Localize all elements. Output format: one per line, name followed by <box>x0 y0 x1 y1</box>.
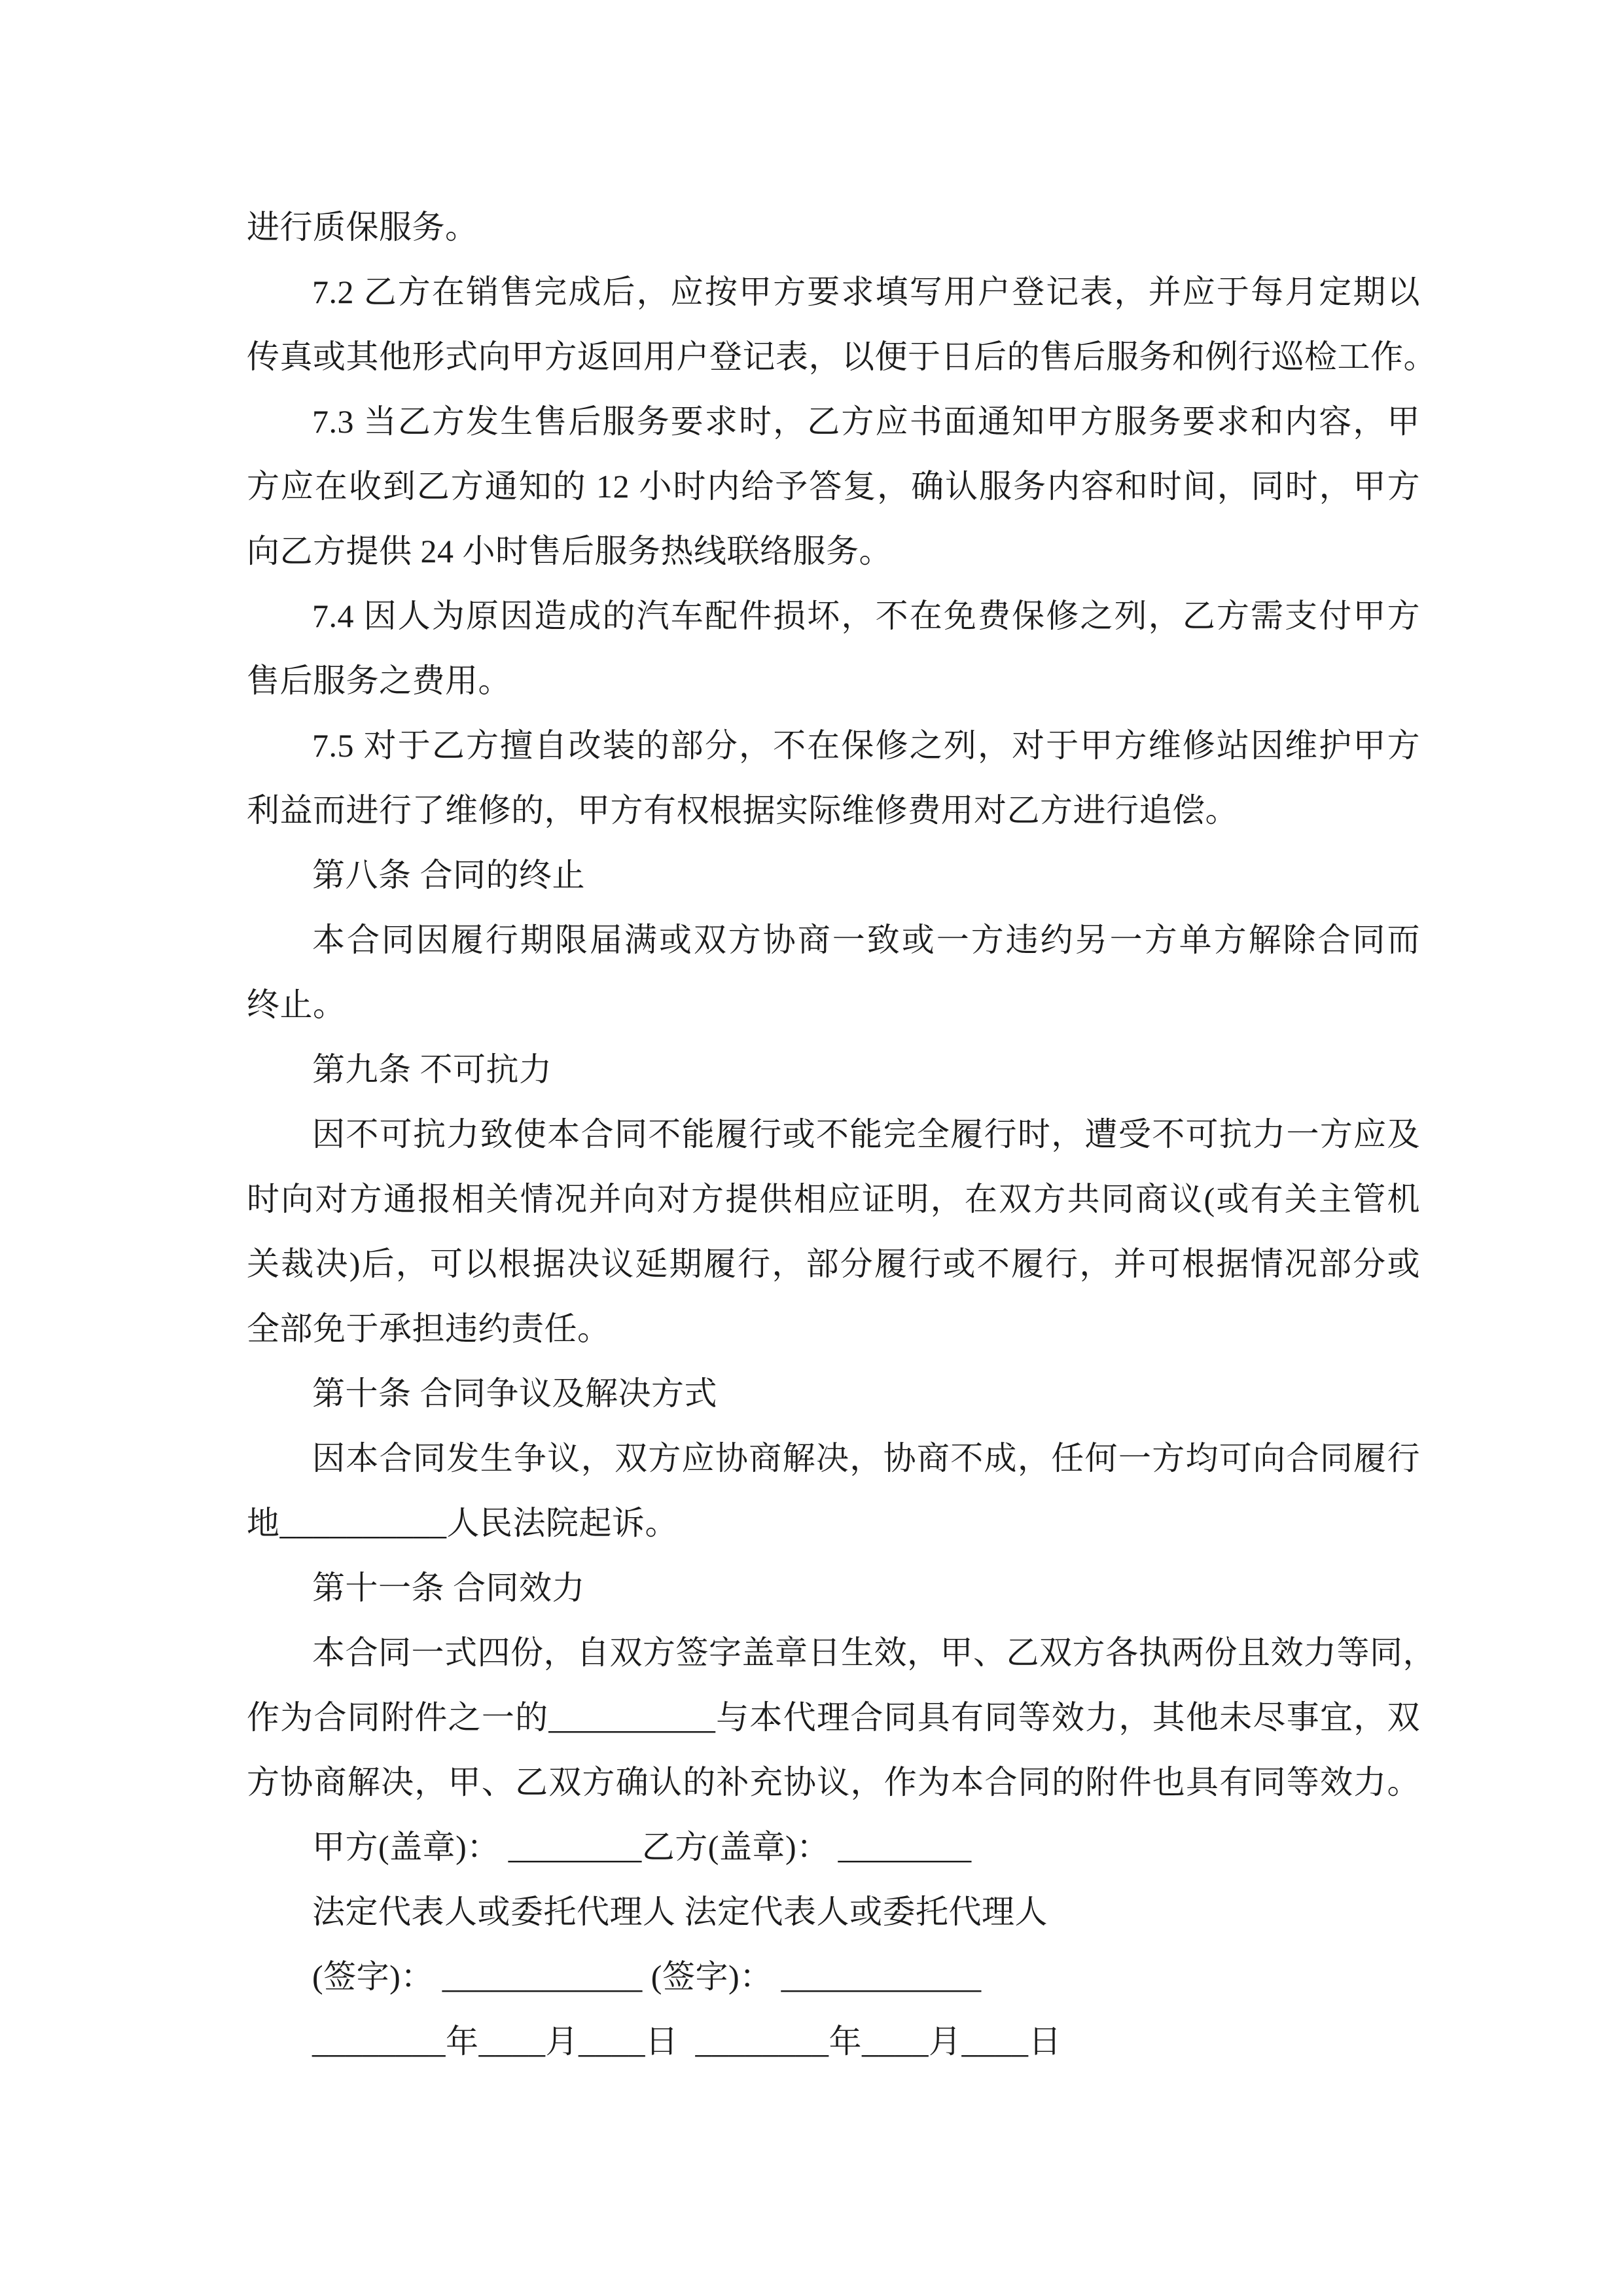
text-line: 第十条 合同争议及解决方式 <box>312 1375 717 1412</box>
text-line: 作为合同附件之一的__________与本代理合同具有同等效力，其他未尽事宜，双 <box>247 1699 1420 1736</box>
text-line: 第八条 合同的终止 <box>312 857 585 893</box>
text-line: 甲方(盖章)： ________乙方(盖章)： ________ <box>312 1829 972 1865</box>
text-line: 因不可抗力致使本合同不能履行或不能完全履行时，遭受不可抗力一方应及 <box>312 1116 1420 1153</box>
text-line: 售后服务之费用。 <box>247 662 511 699</box>
text-line: (签字)： ____________ (签字)： ____________ <box>312 1958 982 1995</box>
text-line: 因本合同发生争议，双方应协商解决，协商不成，任何一方均可向合同履行 <box>312 1440 1420 1477</box>
text-line: 向乙方提供 24 小时售后服务热线联络服务。 <box>247 533 892 569</box>
text-line: 第十一条 合同效力 <box>312 1570 585 1606</box>
text-line: 利益而进行了维修的，甲方有权根据实际维修费用对乙方进行追偿。 <box>247 792 1238 829</box>
text-line: 进行质保服务。 <box>247 209 478 245</box>
text-line: 7.5 对于乙方擅自改装的部分，不在保修之列，对于甲方维修站因维护甲方 <box>312 727 1420 764</box>
text-line: 传真或其他形式向甲方返回用户登记表，以便于日后的售后服务和例行巡检工作。 <box>247 338 1436 375</box>
text-line: 本合同因履行期限届满或双方协商一致或一方违约另一方单方解除合同而 <box>312 922 1420 958</box>
text-line: 7.3 当乙方发生售后服务要求时，乙方应书面通知甲方服务要求和内容，甲 <box>312 403 1420 440</box>
text-line: 关裁决)后，可以根据决议延期履行，部分履行或不履行，并可根据情况部分或 <box>247 1246 1420 1282</box>
text-line: 法定代表人或委托代理人 法定代表人或委托代理人 <box>312 1893 1048 1930</box>
contract-text-body <box>247 195 1436 2074</box>
text-line: 全部免于承担违约责任。 <box>247 1310 611 1347</box>
text-line: 地__________人民法院起诉。 <box>247 1505 678 1541</box>
text-line: ________年____月____日 ________年____月____日 <box>312 2023 1061 2060</box>
text-line: 本合同一式四份，自双方签字盖章日生效，甲、乙双方各执两份且效力等同， <box>312 1634 1436 1671</box>
text-line: 7.2 乙方在销售完成后，应按甲方要求填写用户登记表，并应于每月定期以 <box>312 274 1420 310</box>
text-line: 7.4 因人为原因造成的汽车配件损坏，不在免费保修之列，乙方需支付甲方 <box>312 598 1420 634</box>
text-line: 终止。 <box>247 986 346 1023</box>
text-line: 方协商解决，甲、乙双方确认的补充协议，作为本合同的附件也具有同等效力。 <box>247 1764 1420 1801</box>
text-line: 第九条 不可抗力 <box>312 1051 552 1088</box>
text-line: 时向对方通报相关情况并向对方提供相应证明，在双方共同商议(或有关主管机 <box>247 1181 1420 1217</box>
text-line: 方应在收到乙方通知的 12 小时内给予答复，确认服务内容和时间，同时，甲方 <box>247 468 1420 505</box>
